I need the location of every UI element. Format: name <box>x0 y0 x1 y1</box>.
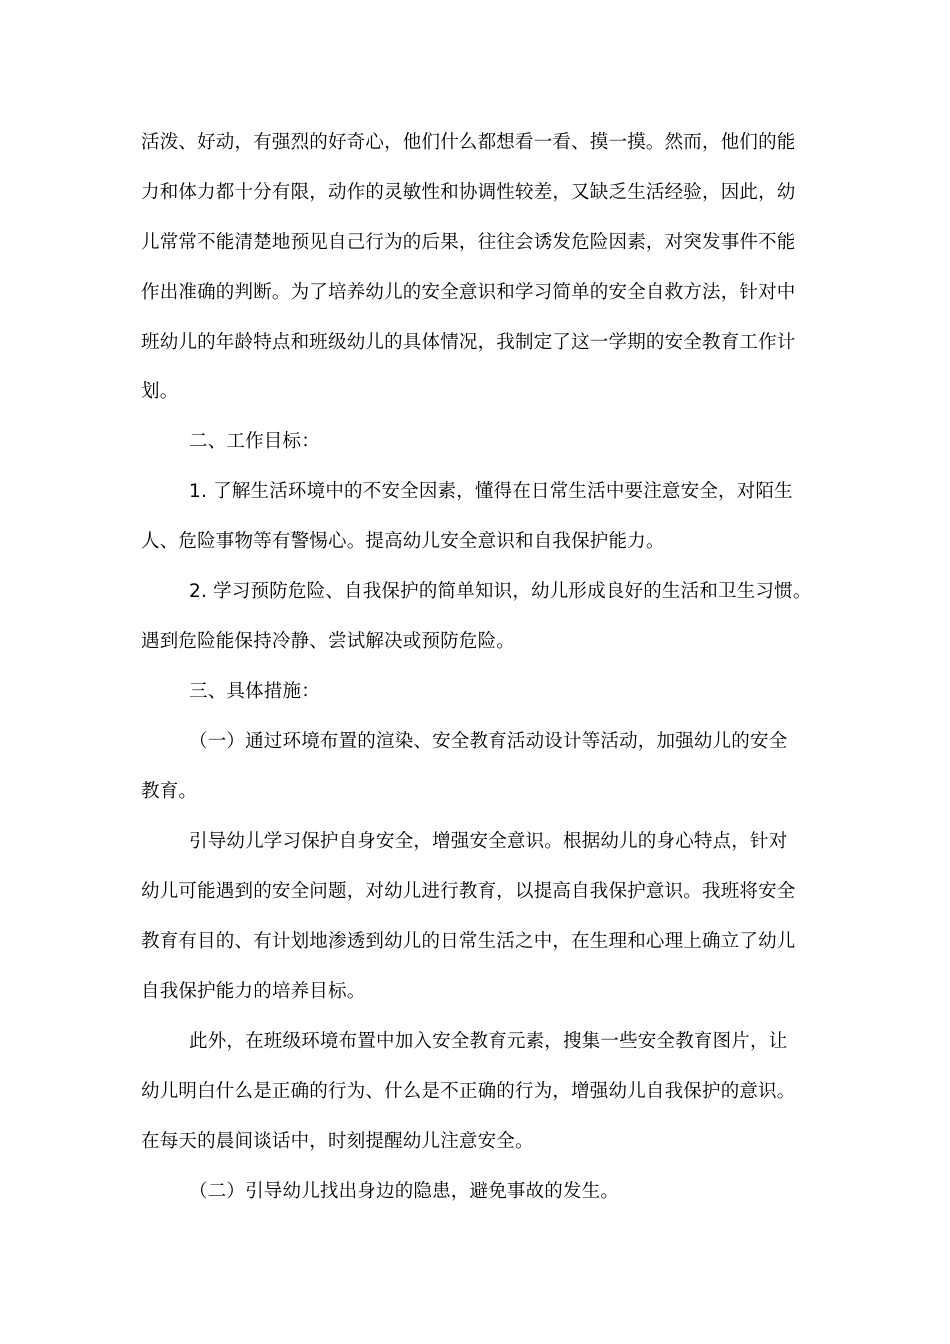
paragraph-line: 活泼、好动，有强烈的好奇心，他们什么都想看一看、摸一摸。然而，他们的能 <box>141 132 796 153</box>
paragraph-line: 此外，在班级环境布置中加入安全教育元素，搜集一些安全教育图片，让 <box>189 1031 788 1052</box>
paragraph-line: 班幼儿的年龄特点和班级幼儿的具体情况，我制定了这一学期的安全教育工作计 <box>141 332 796 353</box>
paragraph-line: 幼儿明白什么是正确的行为、什么是不正确的行为，增强幼儿自我保护的意识。 <box>141 1081 796 1102</box>
section-heading-goals: 二、工作目标： <box>189 431 320 452</box>
paragraph-line: 教育。 <box>141 781 198 802</box>
subsection-heading-2: （二）引导幼儿找出身边的隐患，避免事故的发生。 <box>189 1181 620 1202</box>
paragraph-line: 教育有目的、有计划地渗透到幼儿的日常生活之中，在生理和心理上确立了幼儿 <box>141 931 796 952</box>
goal-item-2: 2. 学习预防危险、自我保护的简单知识，幼儿形成良好的生活和卫生习惯。 <box>189 581 812 602</box>
paragraph-line: 在每天的晨间谈话中，时刻提醒幼儿注意安全。 <box>141 1131 534 1152</box>
paragraph-line: 自我保护能力的培养目标。 <box>141 981 366 1002</box>
paragraph-line: 作出准确的判断。为了培养幼儿的安全意识和学习简单的安全自救方法，针对中 <box>141 282 796 303</box>
paragraph-line: 遇到危险能保持冷静、尝试解决或预防危险。 <box>141 631 516 652</box>
paragraph-line: 划。 <box>141 381 179 402</box>
paragraph-line: 力和体力都十分有限，动作的灵敏性和协调性较差，又缺乏生活经验，因此，幼 <box>141 182 796 203</box>
goal-item-1: 1. 了解生活环境中的不安全因素，懂得在日常生活中要注意安全，对陌生 <box>189 481 793 502</box>
paragraph-line: 人、危险事物等有警惕心。提高幼儿安全意识和自我保护能力。 <box>141 531 665 552</box>
paragraph-line: 幼儿可能遇到的安全问题，对幼儿进行教育，以提高自我保护意识。我班将安全 <box>141 881 796 902</box>
paragraph-line: 引导幼儿学习保护自身安全，增强安全意识。根据幼儿的身心特点，针对 <box>189 831 788 852</box>
subsection-heading-1: （一）通过环境布置的渲染、安全教育活动设计等活动，加强幼儿的安全 <box>189 731 788 752</box>
section-heading-measures: 三、具体措施： <box>189 681 320 702</box>
paragraph-line: 儿常常不能清楚地预见自己行为的后果，往往会诱发危险因素，对突发事件不能 <box>141 232 796 253</box>
